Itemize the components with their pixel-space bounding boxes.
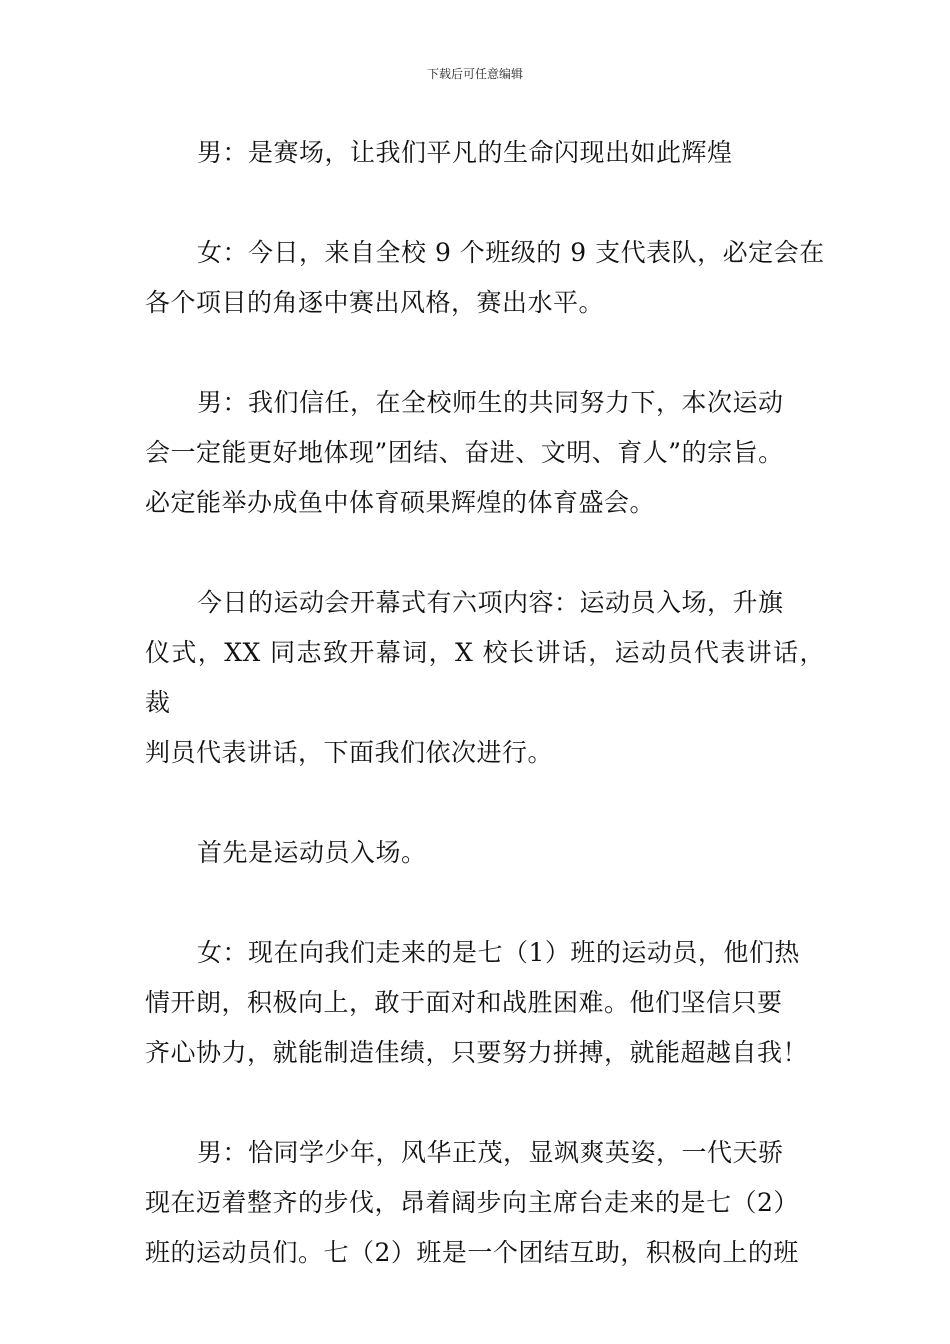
paragraph-line: 各个项目的角逐中赛出风格，赛出水平。 — [145, 288, 605, 317]
paragraph-line: 男：我们信任，在全校师生的共同努力下，本次运动 — [197, 388, 784, 417]
page-header: 下载后可任意编辑 — [426, 67, 523, 81]
paragraph-2 — [145, 228, 825, 328]
paragraph-3 — [145, 378, 825, 528]
paragraph-line: 情开朗，积极向上，敢于面对和战胜困难。他们坚信只要 — [145, 988, 783, 1017]
paragraph-6 — [145, 928, 825, 1078]
paragraph-1 — [145, 128, 825, 178]
paragraph-line: 仪式，XX 同志致开幕词，X 校长讲话，运动员代表讲话，裁 — [145, 638, 825, 717]
paragraph-line: 齐心协力，就能制造佳绩，只要努力拼搏，就能超越自我！ — [145, 1038, 809, 1067]
paragraph-line: 男：是赛场，让我们平凡的生命闪现出如此辉煌 — [197, 138, 733, 167]
paragraph-line: 首先是运动员入场。 — [197, 838, 427, 867]
paragraph-line: 女：今日，来自全校 9 个班级的 9 支代表队，必定会在 — [197, 238, 825, 267]
paragraph-line: 现在迈着整齐的步伐，昂着阔步向主席台走来的是七（2） — [145, 1188, 799, 1217]
paragraph-line: 女：现在向我们走来的是七（1）班的运动员，他们热 — [197, 938, 800, 967]
paragraph-line: 男：恰同学少年，风华正茂，显飒爽英姿，一代天骄 — [197, 1138, 784, 1167]
paragraph-line: 班的运动员们。七（2）班是一个团结互助，积极向上的班 — [145, 1238, 799, 1267]
paragraph-line: 判员代表讲话，下面我们依次进行。 — [145, 738, 554, 767]
paragraph-4 — [145, 578, 825, 778]
paragraph-line: 今日的运动会开幕式有六项内容：运动员入场，升旗 — [197, 588, 784, 617]
paragraph-5 — [145, 828, 825, 878]
paragraph-7 — [145, 1128, 825, 1278]
paragraph-line: 必定能举办成鱼中体育硕果辉煌的体育盛会。 — [145, 488, 656, 517]
paragraph-line: 会一定能更好地体现”团结、奋进、文明、育人”的宗旨。 — [145, 438, 784, 467]
document-body — [145, 128, 825, 1328]
